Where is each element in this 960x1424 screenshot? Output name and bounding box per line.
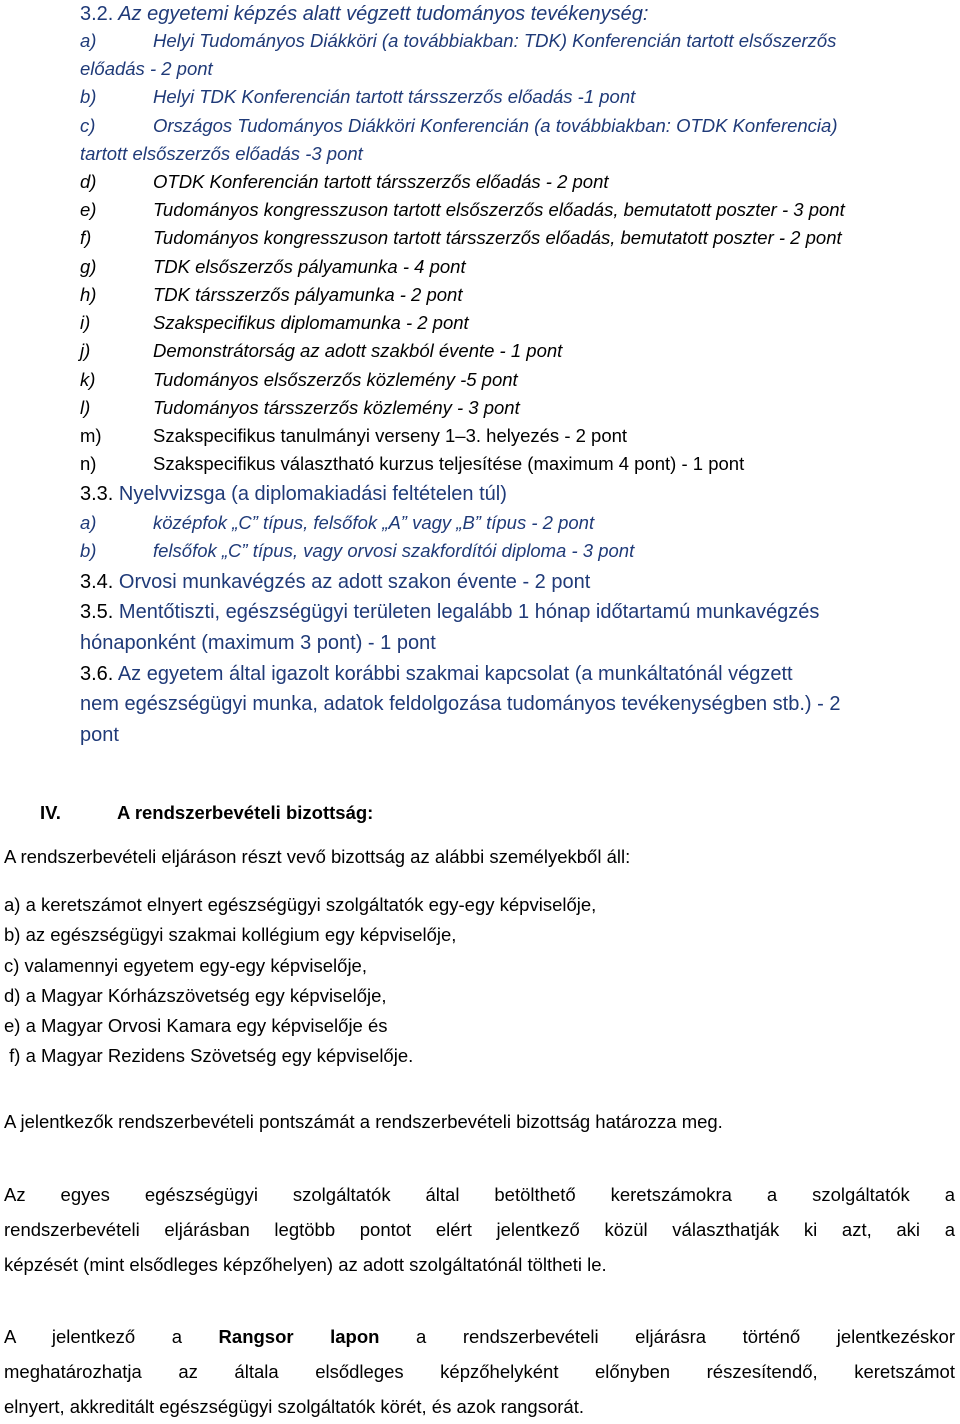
paragraph-line: képzését (mint elsődleges képzőhelyen) az adott szolgáltatónál töltheti le. bbox=[4, 1254, 607, 1275]
section-number: 3.6. bbox=[80, 663, 114, 685]
section-text: Mentőtiszti, egészségügyi területen legalább 1 hónap időtartamú munkavégzés bbox=[118, 601, 820, 623]
item-label: g) bbox=[80, 256, 97, 277]
paragraph bbox=[4, 1319, 955, 1424]
list-item bbox=[80, 455, 960, 477]
list-item-continuation: előadás - 2 pont bbox=[80, 58, 213, 79]
list-item bbox=[80, 514, 960, 536]
section-number: 3.3. bbox=[80, 483, 114, 505]
item-text: Demonstrátorság az adott szakból évente - 1 pont bbox=[153, 340, 563, 361]
item-label: n) bbox=[80, 453, 97, 474]
section-text: Az egyetem által igazolt korábbi szakmai kapcsolat (a munkáltatónál végzett bbox=[117, 663, 793, 685]
item-text: TDK elsőszerzős pályamunka - 4 pont bbox=[153, 256, 466, 277]
list-item bbox=[80, 427, 960, 449]
section-3-6-continuation: nem egészségügyi munka, adatok feldolgozása tudományos tevékenységben stb.) - 2 bbox=[80, 693, 841, 715]
item-text: Országos Tudományos Diákköri Konferencián (a továbbiakban: OTDK Konferencia) bbox=[153, 115, 838, 136]
list-item: a) a keretszámot elnyert egészségügyi szolgáltatók egy-egy képviselője, bbox=[4, 894, 597, 915]
paragraph: A jelentkezők rendszerbevételi pontszámát a rendszerbevételi bizottság határozza meg. bbox=[4, 1111, 723, 1132]
text-run: A jelentkező a bbox=[4, 1326, 219, 1347]
section-number: 3.2. bbox=[80, 3, 114, 25]
list-item bbox=[80, 371, 960, 393]
list-item-continuation: tartott elsőszerzős előadás -3 pont bbox=[80, 143, 363, 164]
list-item: b) az egészségügyi szakmai kollégium egy képviselője, bbox=[4, 924, 457, 945]
item-text: Tudományos kongresszuson tartott társszerzős előadás, bemutatott poszter - 2 pont bbox=[153, 227, 842, 248]
section-number: 3.4. bbox=[80, 571, 114, 593]
item-label: k) bbox=[80, 369, 96, 390]
list-item bbox=[80, 399, 960, 421]
item-label: e) bbox=[80, 199, 97, 220]
chapter-heading bbox=[40, 802, 374, 823]
text-run: a rendszerbevételi eljárásra történő jelentkezéskor bbox=[379, 1326, 956, 1347]
paragraph-line: rendszerbevételi eljárásban legtöbb pontot elért jelentkező közül választhatják ki azt, aki a bbox=[4, 1219, 955, 1240]
item-text: OTDK Konferencián tartott társszerzős előadás - 2 pont bbox=[153, 171, 609, 192]
section-title: Nyelvvizsga (a diplomakiadási feltételen túl) bbox=[118, 483, 507, 505]
section-3-6-continuation: pont bbox=[80, 724, 119, 746]
item-text: Szakspecifikus tanulmányi verseny 1–3. helyezés - 2 pont bbox=[153, 425, 628, 446]
item-label: b) bbox=[80, 540, 97, 561]
section-title: Az egyetemi képzés alatt végzett tudományos tevékenység: bbox=[118, 3, 649, 25]
item-text: Szakspecifikus választható kurzus teljesítése (maximum 4 pont) - 1 pont bbox=[153, 453, 745, 474]
item-label: m) bbox=[80, 425, 102, 446]
list-item bbox=[80, 258, 960, 280]
item-text: Helyi TDK Konferencián tartott társszerzős előadás -1 pont bbox=[153, 86, 636, 107]
item-label: c) bbox=[80, 115, 96, 136]
list-item: d) a Magyar Kórházszövetség egy képviselője, bbox=[4, 985, 387, 1006]
item-text: TDK társszerzős pályamunka - 2 pont bbox=[153, 284, 463, 305]
section-3-3-heading bbox=[80, 484, 507, 504]
item-text: Szakspecifikus diplomamunka - 2 pont bbox=[153, 312, 469, 333]
section-3-2-heading bbox=[80, 4, 648, 24]
paragraph-line: Az egyes egészségügyi szolgáltatók által betölthető keretszámokra a szolgáltatók a bbox=[4, 1184, 955, 1205]
list-item: c) valamennyi egyetem egy-egy képviselője, bbox=[4, 955, 367, 976]
item-label: h) bbox=[80, 284, 97, 305]
list-item bbox=[80, 173, 960, 195]
item-text: Helyi Tudományos Diákköri (a továbbiakban: TDK) Konferencián tartott elsőszerzős bbox=[153, 30, 837, 51]
item-text: felsőfok „C” típus, vagy orvosi szakfordítói diploma - 3 pont bbox=[153, 540, 635, 561]
committee-intro: A rendszerbevételi eljáráson részt vevő bizottság az alábbi személyekből áll: bbox=[4, 846, 631, 867]
section-number: 3.5. bbox=[80, 601, 114, 623]
item-label: i) bbox=[80, 312, 91, 333]
emphasis-rangsor-lapon: Rangsor lapon bbox=[218, 1326, 380, 1347]
item-label: f) bbox=[80, 227, 92, 248]
list-item bbox=[80, 229, 960, 251]
item-text: Tudományos társszerzős közlemény - 3 pont bbox=[153, 397, 520, 418]
section-text: Orvosi munkavégzés az adott szakon évente - 2 pont bbox=[118, 571, 591, 593]
chapter-number: IV. bbox=[40, 802, 61, 823]
list-item: f) a Magyar Rezidens Szövetség egy képviselője. bbox=[4, 1045, 414, 1066]
paragraph-line: elnyert, akkreditált egészségügyi szolgáltatók körét, és azok rangsorát. bbox=[4, 1396, 584, 1417]
item-label: a) bbox=[80, 30, 97, 51]
list-item: e) a Magyar Orvosi Kamara egy képviselője és bbox=[4, 1015, 388, 1036]
section-3-5 bbox=[80, 602, 819, 622]
section-3-4 bbox=[80, 572, 590, 592]
item-label: j) bbox=[80, 340, 91, 361]
item-label: a) bbox=[80, 512, 97, 533]
paragraph bbox=[4, 1177, 955, 1282]
paragraph-line: meghatározhatja az általa elsődleges képzőhelyként előnyben részesítendő, keretszámot bbox=[4, 1361, 955, 1382]
section-3-5-continuation: hónaponként (maximum 3 pont) - 1 pont bbox=[80, 632, 436, 654]
list-item bbox=[80, 542, 960, 564]
section-3-6 bbox=[80, 664, 793, 684]
list-item bbox=[80, 201, 960, 223]
item-text: Tudományos elsőszerzős közlemény -5 pont bbox=[153, 369, 518, 390]
item-label: d) bbox=[80, 171, 97, 192]
list-item bbox=[80, 314, 960, 336]
item-label: l) bbox=[80, 397, 91, 418]
item-text: Tudományos kongresszuson tartott elsőszerzős előadás, bemutatott poszter - 3 pont bbox=[153, 199, 845, 220]
item-text: középfok „C” típus, felsőfok „A” vagy „B” típus - 2 pont bbox=[153, 512, 595, 533]
item-label: b) bbox=[80, 86, 97, 107]
chapter-title: A rendszerbevételi bizottság: bbox=[117, 802, 374, 823]
paragraph-line bbox=[4, 1319, 955, 1354]
list-item bbox=[80, 342, 960, 364]
list-item bbox=[80, 286, 960, 308]
